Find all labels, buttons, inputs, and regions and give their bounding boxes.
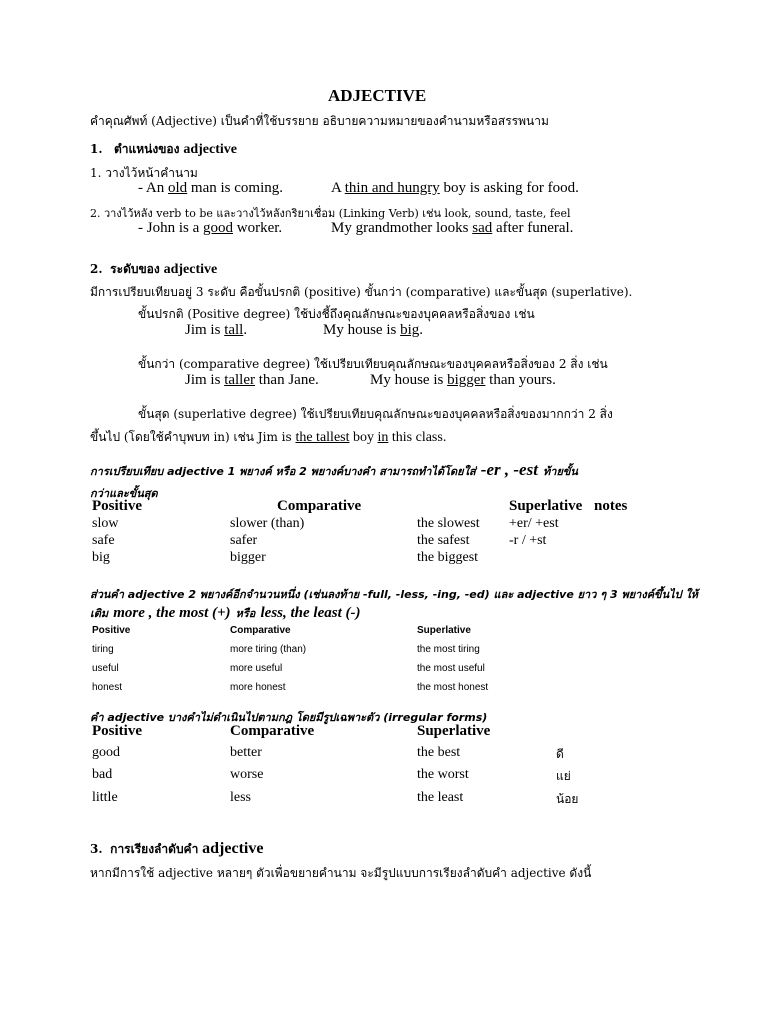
example-text: . — [243, 322, 248, 338]
section1-example2a — [138, 220, 282, 237]
example-text: My house is — [370, 372, 448, 388]
table-cell: the biggest — [417, 550, 479, 565]
table-cell: bigger — [230, 550, 266, 565]
underlined-adjective: bigger — [447, 372, 486, 388]
table-cell: good — [92, 745, 120, 760]
table-cell: slow — [92, 516, 119, 531]
table-cell: slower (than) — [230, 516, 305, 531]
table-cell: the safest — [417, 533, 470, 548]
positive-example-b — [323, 322, 423, 339]
table-cell-thai: แย่ — [556, 769, 571, 783]
table-cell: more tiring (than) — [230, 644, 307, 655]
table3-header-positive: Positive — [92, 723, 142, 739]
table-cell: worse — [230, 767, 264, 782]
section1-example1a — [138, 180, 283, 197]
underlined-adjective: big — [400, 322, 420, 338]
example-text: after funeral. — [492, 220, 574, 236]
rule-emphasis: -er , -est — [480, 460, 538, 479]
table-cell: safe — [92, 533, 115, 548]
section-heading-th: ระดับของ — [110, 262, 160, 276]
table-cell: safer — [230, 533, 258, 548]
rule-text: หรือ — [235, 607, 256, 620]
table-cell: the most honest — [417, 682, 489, 693]
table3-header-comparative: Comparative — [230, 723, 315, 739]
section-heading-en: adjective — [163, 262, 218, 277]
example-text: My grandmother looks — [331, 220, 473, 236]
example-text: than yours. — [485, 372, 556, 388]
rule2-line2 — [90, 602, 360, 622]
rule1-line2: กว่าและขั้นสุด — [90, 487, 158, 500]
table-cell: big — [92, 550, 110, 565]
table-cell: more honest — [230, 682, 286, 693]
table-cell: the least — [417, 790, 464, 805]
table-cell: +er/ +est — [509, 516, 559, 531]
example-text: ขึ้นไป (โดยใช้คำบุพบท in) เช่น Jim is — [90, 430, 296, 444]
example-text: boy — [349, 430, 378, 445]
rule-emphasis: less, the least (-) — [260, 605, 361, 621]
table-cell: little — [92, 790, 118, 805]
section3-intro: หากมีการใช้ adjective หลายๆ ตัวเพื่อขยายคำนาม จะมีรูปแบบการเรียงลำดับคำ adjective ดังนี้ — [90, 866, 592, 880]
table3-header-superlative: Superlative — [417, 723, 491, 739]
table-cell: bad — [92, 767, 113, 782]
example-text: My house is — [323, 322, 401, 338]
table-cell: better — [230, 745, 262, 760]
table-cell: -r / +st — [509, 533, 547, 548]
underlined-adjective: tall — [224, 322, 244, 338]
example-text: A — [331, 180, 345, 196]
section3-heading — [90, 840, 263, 859]
underlined-preposition: in — [377, 430, 389, 445]
underlined-adjective: the tallest — [295, 430, 350, 445]
rule2-text: ส่วนคำ adjective 2 พยางค์อีกจำนวนหนึ่ง (เช่นลงท้าย -full, -less, -ing, -ed) และ adjective ยาว ๆ 3 พยางค์ขึ้นไป ให้ — [90, 588, 699, 601]
example-text: Jim is — [185, 372, 225, 388]
table1-header-superlative: Superlative — [509, 498, 583, 514]
example-text: than Jane. — [255, 372, 319, 388]
comparative-example-a — [185, 372, 319, 389]
positive-example-a — [185, 322, 247, 339]
table-cell-thai: ดี — [556, 747, 564, 761]
table1-header-positive: Positive — [92, 498, 142, 514]
example-text: worker. — [233, 220, 283, 236]
example-text: - John is a — [138, 220, 203, 236]
section2-heading — [90, 260, 217, 279]
underlined-adjective: old — [168, 180, 188, 196]
table-cell: more useful — [230, 663, 283, 674]
table1-header-notes: notes — [594, 498, 628, 514]
section-number: 1. — [90, 142, 103, 156]
page-title: ADJECTIVE — [328, 86, 427, 105]
table-cell: the slowest — [417, 516, 480, 531]
table-cell: the most tiring — [417, 644, 480, 655]
table2-header-superlative: Superlative — [417, 625, 471, 636]
table-cell: the best — [417, 745, 461, 760]
table-cell: the most useful — [417, 663, 485, 674]
underlined-adjective: thin and hungry — [344, 180, 440, 196]
example-text: - An — [138, 180, 168, 196]
section-heading-en: adjective — [202, 840, 264, 857]
rule1-text — [90, 460, 578, 480]
table1-header-comparative: Comparative — [277, 498, 362, 514]
superlative-example — [90, 428, 446, 447]
example-text: this class. — [388, 430, 447, 445]
section1-item1: 1. วางไว้หน้าคำนาม — [90, 166, 198, 180]
example-text: Jim is — [185, 322, 225, 338]
underlined-adjective: taller — [224, 372, 256, 388]
section-heading-th: การเรียงลำดับคำ — [110, 842, 199, 856]
section-heading-th: ตำแหน่งของ — [113, 142, 180, 156]
section-number: 2. — [90, 262, 103, 276]
section2-intro: มีการเปรียบเทียบอยู่ 3 ระดับ คือขั้นปรกติ (positive) ขั้นกว่า (comparative) และขั้นสุด (superlative). — [90, 285, 633, 299]
section-heading-en: adjective — [183, 142, 237, 157]
rule-text: การเปรียบเทียบ adjective 1 พยางค์ หรือ 2 พยางค์บางคำ สามารถทำได้โดยใส่ — [90, 465, 476, 478]
section-number: 3. — [90, 842, 103, 856]
example-text: . — [419, 322, 424, 338]
table-cell: honest — [92, 682, 123, 693]
table2-header-positive: Positive — [92, 625, 131, 636]
comparative-description: ขั้นกว่า (comparative degree) ใช้เปรียบเทียบคุณลักษณะของบุคคลหรือสิ่งของ 2 สิ่ง เช่น — [138, 357, 608, 371]
rule-emphasis: more , the most (+) — [113, 605, 231, 621]
positive-description: ขั้นปรกติ (Positive degree) ใช้บ่งชี้ถึงคุณลักษณะของบุคคลหรือสิ่งของ เช่น — [138, 307, 535, 321]
example-text: boy is asking for food. — [439, 180, 579, 196]
superlative-description: ขั้นสุด (superlative degree) ใช้เปรียบเทียบคุณลักษณะของบุคคลหรือสิ่งของมากกว่า 2 สิ่ง — [138, 407, 613, 421]
underlined-adjective: good — [203, 220, 233, 236]
example-text: man is coming. — [187, 180, 283, 196]
table-cell: tiring — [92, 644, 114, 655]
underlined-adjective: sad — [472, 220, 493, 236]
rule-text: เติม — [90, 607, 109, 620]
table-cell: the worst — [417, 767, 469, 782]
section1-heading — [90, 140, 237, 159]
comparative-example-b — [370, 372, 556, 389]
section1-example2b — [331, 220, 573, 237]
section1-example1b — [331, 180, 579, 197]
rule-text: ท้ายขั้น — [543, 465, 578, 478]
section1-item2: 2. วางไว้หลัง verb to be และวางไว้หลังกริยาเชื่อม (Linking Verb) เช่น look, sound, taste, feel — [90, 207, 571, 220]
table-cell-thai: น้อย — [556, 792, 579, 806]
table-cell: less — [230, 790, 251, 805]
table2-header-comparative: Comparative — [230, 625, 291, 636]
rule3-text: คำ adjective บางคำไม่ดำเนินไปตามกฎ โดยมีรูปเฉพาะตัว (irregular forms) — [90, 711, 488, 724]
intro-text: คำคุณศัพท์ (Adjective) เป็นคำที่ใช้บรรยาย อธิบายความหมายของคำนามหรือสรรพนาม — [90, 114, 549, 128]
table-cell: useful — [92, 663, 119, 674]
